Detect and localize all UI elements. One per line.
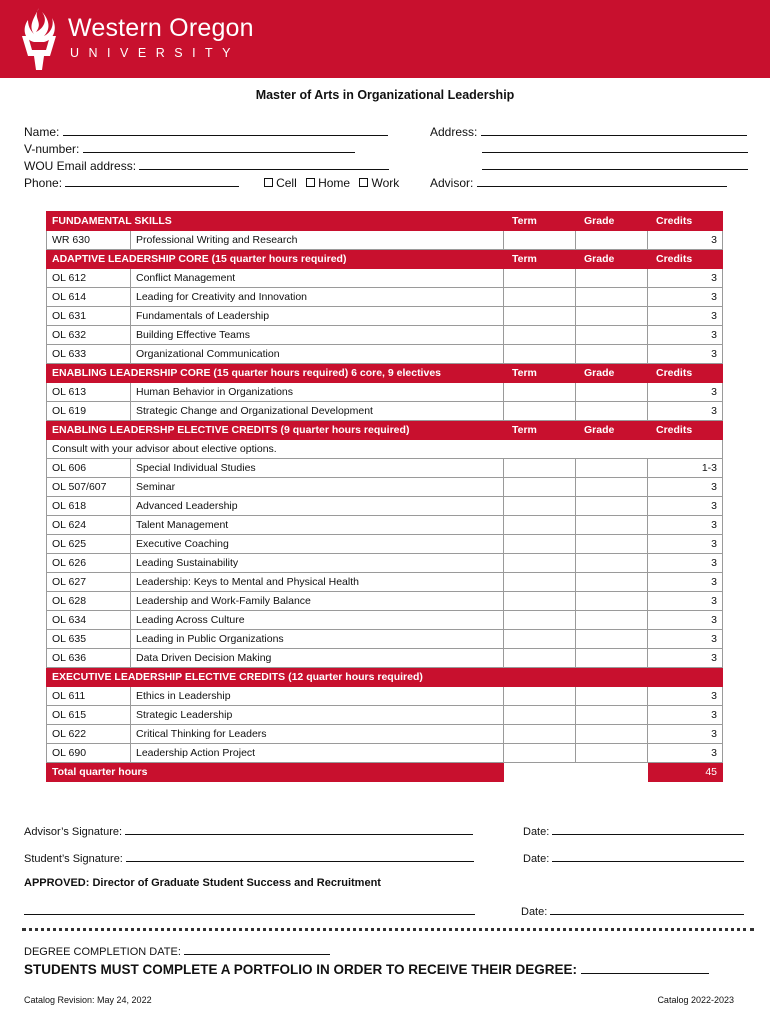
column-term-header: Term [504, 364, 576, 383]
section-header [47, 364, 723, 383]
course-code: OL 626 [47, 554, 131, 573]
course-credits: 3 [648, 573, 723, 592]
advisor-blank[interactable] [477, 175, 727, 187]
course-name: Critical Thinking for Leaders [131, 725, 504, 744]
column-credits-header: Credits [648, 364, 723, 383]
course-credits: 3 [648, 326, 723, 345]
course-code: OL 507/607 [47, 478, 131, 497]
grade-cell[interactable] [576, 573, 648, 592]
course-code: OL 606 [47, 459, 131, 478]
section-note [47, 440, 723, 459]
email-blank[interactable] [139, 158, 389, 170]
portfolio-requirement[interactable] [24, 960, 709, 977]
term-cell[interactable] [504, 345, 576, 364]
advisor-date-field[interactable] [523, 823, 744, 838]
section-title: FUNDAMENTAL SKILLS [47, 212, 504, 231]
advisor-field[interactable] [430, 175, 727, 190]
course-name: Ethics in Leadership [131, 687, 504, 706]
term-cell[interactable] [504, 402, 576, 421]
grade-cell[interactable] [576, 649, 648, 668]
term-cell[interactable] [504, 459, 576, 478]
course-name: Leading for Creativity and Innovation [131, 288, 504, 307]
grade-cell[interactable] [576, 687, 648, 706]
course-row [47, 516, 723, 535]
course-row [47, 535, 723, 554]
course-row [47, 402, 723, 421]
term-cell[interactable] [504, 497, 576, 516]
course-row [47, 459, 723, 478]
vnumber-blank[interactable] [83, 141, 355, 153]
course-row [47, 706, 723, 725]
term-cell[interactable] [504, 592, 576, 611]
course-credits: 3 [648, 611, 723, 630]
course-name: Advanced Leadership [131, 497, 504, 516]
course-credits: 3 [648, 516, 723, 535]
portfolio-blank[interactable] [581, 960, 709, 974]
divider [22, 928, 754, 931]
section-title: ENABLING LEADERSHIP CORE (15 quarter hours required) 6 core, 9 electives [47, 364, 504, 383]
address-label: Address: [430, 125, 478, 139]
student-date-field[interactable] [523, 850, 744, 865]
total-label: Total quarter hours [47, 763, 504, 782]
course-credits: 3 [648, 554, 723, 573]
course-code: OL 634 [47, 611, 131, 630]
grade-cell[interactable] [576, 383, 648, 402]
torch-logo-icon [14, 6, 64, 72]
grade-cell[interactable] [576, 516, 648, 535]
phone-option-home[interactable]: Home [306, 176, 350, 190]
course-row [47, 630, 723, 649]
section-header [47, 421, 723, 440]
catalog-year: Catalog 2022-2023 [657, 995, 734, 1005]
vnumber-field[interactable] [24, 141, 355, 156]
course-code: OL 614 [47, 288, 131, 307]
header-band [0, 0, 770, 78]
director-date-field[interactable] [521, 903, 744, 918]
course-code: OL 625 [47, 535, 131, 554]
phone-field[interactable] [24, 175, 399, 190]
director-date-label: Date: [521, 906, 548, 918]
term-cell[interactable] [504, 611, 576, 630]
column-grade-header: Grade [576, 364, 648, 383]
total-value: 45 [648, 763, 723, 782]
course-code: OL 636 [47, 649, 131, 668]
course-name: Talent Management [131, 516, 504, 535]
term-cell[interactable] [504, 649, 576, 668]
course-row [47, 554, 723, 573]
course-name: Building Effective Teams [131, 326, 504, 345]
course-credits: 3 [648, 345, 723, 364]
catalog-revision: Catalog Revision: May 24, 2022 [24, 995, 152, 1005]
completion-date-blank[interactable] [184, 943, 330, 955]
section-header [47, 668, 723, 687]
course-name: Leading in Public Organizations [131, 630, 504, 649]
course-credits: 3 [648, 478, 723, 497]
course-code: OL 632 [47, 326, 131, 345]
director-signature-field[interactable] [24, 903, 475, 918]
course-credits: 3 [648, 269, 723, 288]
grade-cell[interactable] [576, 307, 648, 326]
portfolio-text: STUDENTS MUST COMPLETE A PORTFOLIO IN ORDER TO RECEIVE THEIR DEGREE: [24, 962, 578, 977]
phone-label: Phone: [24, 176, 63, 190]
course-code: OL 612 [47, 269, 131, 288]
course-credits: 3 [648, 535, 723, 554]
grade-cell[interactable] [576, 535, 648, 554]
course-row [47, 649, 723, 668]
grade-cell[interactable] [576, 706, 648, 725]
column-term-header: Term [504, 421, 576, 440]
term-cell[interactable] [504, 630, 576, 649]
course-credits: 1-3 [648, 459, 723, 478]
course-name: Leadership and Work-Family Balance [131, 592, 504, 611]
column-grade-header: Grade [576, 421, 648, 440]
checkbox-icon [306, 178, 315, 187]
course-row [47, 231, 723, 250]
document-title: Master of Arts in Organizational Leadership [255, 88, 515, 102]
course-code: OL 619 [47, 402, 131, 421]
student-date-label: Date: [523, 853, 550, 865]
completion-date-label: DEGREE COMPLETION DATE: [24, 946, 181, 958]
grade-cell[interactable] [576, 269, 648, 288]
student-signature-label: Student’s Signature: [24, 853, 123, 865]
term-cell[interactable] [504, 535, 576, 554]
course-row [47, 307, 723, 326]
address-blank-2[interactable] [482, 141, 748, 153]
grade-cell[interactable] [576, 459, 648, 478]
course-row [47, 687, 723, 706]
course-code: OL 628 [47, 592, 131, 611]
section-title: ADAPTIVE LEADERSHIP CORE (15 quarter hours required) [47, 250, 504, 269]
email-label: WOU Email address: [24, 159, 137, 173]
course-credits: 3 [648, 383, 723, 402]
course-name: Fundamentals of Leadership [131, 307, 504, 326]
term-cell[interactable] [504, 307, 576, 326]
term-cell[interactable] [504, 383, 576, 402]
advisor-date-label: Date: [523, 826, 550, 838]
total-spacer [504, 763, 648, 782]
email-field[interactable] [24, 158, 389, 173]
course-name: Data Driven Decision Making [131, 649, 504, 668]
course-credits: 3 [648, 630, 723, 649]
course-name: Special Individual Studies [131, 459, 504, 478]
course-row [47, 497, 723, 516]
course-credits: 3 [648, 687, 723, 706]
course-code: OL 635 [47, 630, 131, 649]
course-code: OL 633 [47, 345, 131, 364]
course-row [47, 383, 723, 402]
course-credits: 3 [648, 725, 723, 744]
grade-cell[interactable] [576, 478, 648, 497]
column-grade-header: Grade [576, 212, 648, 231]
section-title: ENABLING LEADERSHP ELECTIVE CREDITS (9 quarter hours required) [47, 421, 504, 440]
course-credits: 3 [648, 744, 723, 763]
address-blank-1[interactable] [481, 124, 747, 136]
grade-cell[interactable] [576, 497, 648, 516]
course-row [47, 744, 723, 763]
advisor-signature-field[interactable] [24, 823, 473, 838]
course-credits: 3 [648, 649, 723, 668]
course-table [46, 211, 723, 782]
grade-cell[interactable] [576, 402, 648, 421]
course-code: OL 622 [47, 725, 131, 744]
course-name: Seminar [131, 478, 504, 497]
course-row [47, 326, 723, 345]
grade-cell[interactable] [576, 611, 648, 630]
course-name: Organizational Communication [131, 345, 504, 364]
course-row [47, 573, 723, 592]
course-credits: 3 [648, 231, 723, 250]
address-line-3[interactable] [482, 158, 748, 173]
term-cell[interactable] [504, 725, 576, 744]
grade-cell[interactable] [576, 345, 648, 364]
course-name: Human Behavior in Organizations [131, 383, 504, 402]
student-signature-field[interactable] [24, 850, 474, 865]
course-row [47, 725, 723, 744]
course-name: Executive Coaching [131, 535, 504, 554]
column-credits-header: Credits [648, 250, 723, 269]
course-credits: 3 [648, 497, 723, 516]
course-row [47, 345, 723, 364]
name-blank[interactable] [63, 124, 388, 136]
course-name: Leading Sustainability [131, 554, 504, 573]
grade-cell[interactable] [576, 725, 648, 744]
grade-cell[interactable] [576, 744, 648, 763]
course-code: OL 613 [47, 383, 131, 402]
course-credits: 3 [648, 706, 723, 725]
grade-cell[interactable] [576, 231, 648, 250]
approved-label: APPROVED: Director of Graduate Student Success and Recruitment [24, 877, 381, 889]
course-name: Leadership: Keys to Mental and Physical Health [131, 573, 504, 592]
grade-cell[interactable] [576, 288, 648, 307]
term-cell[interactable] [504, 744, 576, 763]
course-credits: 3 [648, 288, 723, 307]
course-code: OL 631 [47, 307, 131, 326]
term-cell[interactable] [504, 687, 576, 706]
student-date-blank[interactable] [552, 850, 744, 862]
course-name: Strategic Leadership [131, 706, 504, 725]
brand-subtitle: UNIVERSITY [70, 46, 241, 60]
course-code: OL 624 [47, 516, 131, 535]
course-row [47, 478, 723, 497]
column-term-header: Term [504, 212, 576, 231]
course-code: OL 615 [47, 706, 131, 725]
grade-cell[interactable] [576, 326, 648, 345]
column-grade-header: Grade [576, 250, 648, 269]
section-title: EXECUTIVE LEADERSHIP ELECTIVE CREDITS (12 quarter hours required) [47, 668, 723, 687]
term-cell[interactable] [504, 231, 576, 250]
term-cell[interactable] [504, 706, 576, 725]
address-line-2[interactable] [482, 141, 748, 156]
course-name: Leadership Action Project [131, 744, 504, 763]
section-header [47, 212, 723, 231]
course-code: WR 630 [47, 231, 131, 250]
vnumber-label: V-number: [24, 142, 80, 156]
course-name: Professional Writing and Research [131, 231, 504, 250]
term-cell[interactable] [504, 478, 576, 497]
term-cell[interactable] [504, 554, 576, 573]
course-row [47, 269, 723, 288]
course-code: OL 627 [47, 573, 131, 592]
phone-option-work[interactable]: Work [359, 176, 399, 190]
course-name: Leading Across Culture [131, 611, 504, 630]
grade-cell[interactable] [576, 630, 648, 649]
advisor-date-blank[interactable] [552, 823, 744, 835]
term-cell[interactable] [504, 573, 576, 592]
director-signature-blank[interactable] [24, 903, 475, 915]
column-credits-header: Credits [648, 212, 723, 231]
director-date-blank[interactable] [550, 903, 744, 915]
address-field[interactable] [430, 124, 747, 139]
name-field[interactable] [24, 124, 388, 139]
course-row [47, 592, 723, 611]
course-credits: 3 [648, 307, 723, 326]
address-blank-3[interactable] [482, 158, 748, 170]
course-row [47, 611, 723, 630]
course-code: OL 618 [47, 497, 131, 516]
section-note-text: Consult with your advisor about elective options. [47, 440, 723, 459]
brand-name: Western Oregon [68, 14, 254, 42]
completion-date-field[interactable] [24, 943, 330, 958]
course-name: Strategic Change and Organizational Development [131, 402, 504, 421]
checkbox-icon [264, 178, 273, 187]
course-code: OL 611 [47, 687, 131, 706]
advisor-label: Advisor: [430, 176, 474, 190]
grade-cell[interactable] [576, 554, 648, 573]
total-row [47, 763, 723, 782]
student-signature-blank[interactable] [126, 850, 474, 862]
advisor-signature-blank[interactable] [125, 823, 473, 835]
grade-cell[interactable] [576, 592, 648, 611]
checkbox-icon [359, 178, 368, 187]
term-cell[interactable] [504, 288, 576, 307]
course-credits: 3 [648, 592, 723, 611]
phone-blank[interactable] [65, 175, 239, 187]
column-credits-header: Credits [648, 421, 723, 440]
term-cell[interactable] [504, 326, 576, 345]
term-cell[interactable] [504, 516, 576, 535]
course-row [47, 288, 723, 307]
name-label: Name: [24, 125, 60, 139]
term-cell[interactable] [504, 269, 576, 288]
course-name: Conflict Management [131, 269, 504, 288]
advisor-signature-label: Advisor’s Signature: [24, 826, 123, 838]
section-header [47, 250, 723, 269]
course-credits: 3 [648, 402, 723, 421]
phone-option-cell[interactable]: Cell [264, 176, 297, 190]
column-term-header: Term [504, 250, 576, 269]
course-code: OL 690 [47, 744, 131, 763]
